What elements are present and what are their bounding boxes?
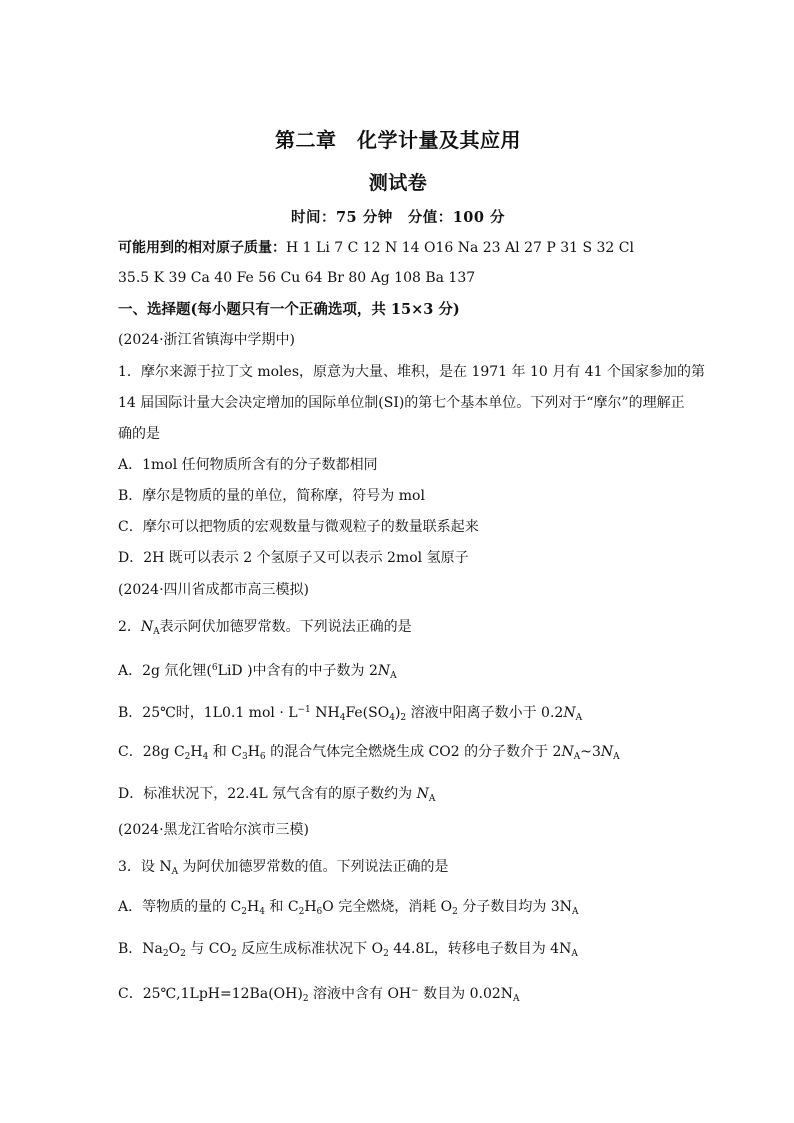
atomic-mass-line-1: [118, 238, 678, 258]
q2-option-a: A．2g 氘化锂($^6$LiD )中含有的中子数为 $2N_A$: [118, 663, 397, 681]
q1-option-b: B．摩尔是物质的量的单位，简称摩，符号为 mol: [118, 488, 425, 504]
q1-stem-line-2: 14 届国际计量大会决定增加的国际单位制(SI)的第七个基本单位。下列对于“摩尔”的理解正: [118, 395, 685, 411]
q3-stem: 3．设 $N_A$ 为阿伏加德罗常数的值。下列说法正确的是: [118, 859, 449, 877]
q2-stem: 2．$N_A$表示阿伏加德罗常数。下列说法正确的是: [118, 619, 412, 637]
chapter-title: 第二章 化学计量及其应用: [275, 128, 521, 152]
q1-option-a: A．1mol 任何物质所含有的分子数都相同: [118, 457, 378, 473]
section-heading: 一、选择题(每小题只有一个正确选项，共 15×3 分): [118, 301, 460, 318]
q2-source: (2024·四川省成都市高三模拟): [118, 582, 310, 598]
test-subtitle: 测试卷: [368, 172, 428, 194]
q3-option-c: C．$25℃,1LpH=12Ba(OH)_2$ 溶液中含有 OH− 数目为 $0.02N_A$: [118, 986, 520, 1004]
q2-option-b: B．25℃时，1L0.1 mol · $L^{-1}$ $NH_4Fe(SO_4)_2$ 溶液中阳离子数小于 $0.2N_A$: [118, 705, 583, 723]
atomic-mass-line-2: 35.5 K 39 Ca 40 Fe 56 Cu 64 Br 80 Ag 108 Ba 137: [118, 270, 476, 286]
q3-source: (2024·黑龙江省哈尔滨市三模): [118, 822, 310, 838]
q3-option-a: A．等物质的量的 $C_2H_4$ 和 $C_2H_6O$ 完全燃烧，消耗 $O_2$ 分子数目均为 $3N_A$: [118, 899, 579, 917]
q2-option-d: D．标准状况下，22.4L 氖气含有的原子数约为 $N_A$: [118, 786, 436, 804]
q1-stem-line-3: 确的是: [118, 426, 160, 442]
time-score-info: 时间：75 分钟 分值：100 分: [290, 209, 506, 226]
q1-option-d: D．2H 既可以表示 2 个氢原子又可以表示 2mol 氢原子: [118, 550, 469, 566]
q1-stem-line-1: 1．摩尔来源于拉丁文 moles，原意为大量、堆积，是在 1971 年 10 月有 41 个国家参加的第: [118, 364, 705, 380]
atomic-mass-values-1: H 1 Li 7 C 12 N 14 O16 Na 23 Al 27 P 31 S 32 Cl: [286, 240, 634, 256]
q1-source: (2024·浙江省镇海中学期中): [118, 332, 296, 348]
q1-option-c: C．摩尔可以把物质的宏观数量与微观粒子的数量联系起来: [118, 519, 479, 535]
q2-option-c: C．28g $C_2H_4$ 和 $C_3H_6$ 的混合气体完全燃烧生成 CO2 的分子数介于 $2N_A\sim 3N_A$: [118, 744, 620, 762]
atomic-mass-label: 可能用到的相对原子质量：: [118, 240, 286, 256]
q3-option-b: B．$Na_2O_2$ 与 $CO_2$ 反应生成标准状况下 $O_2$ 44.8L，转移电子数目为 $4N_A$: [118, 941, 578, 959]
